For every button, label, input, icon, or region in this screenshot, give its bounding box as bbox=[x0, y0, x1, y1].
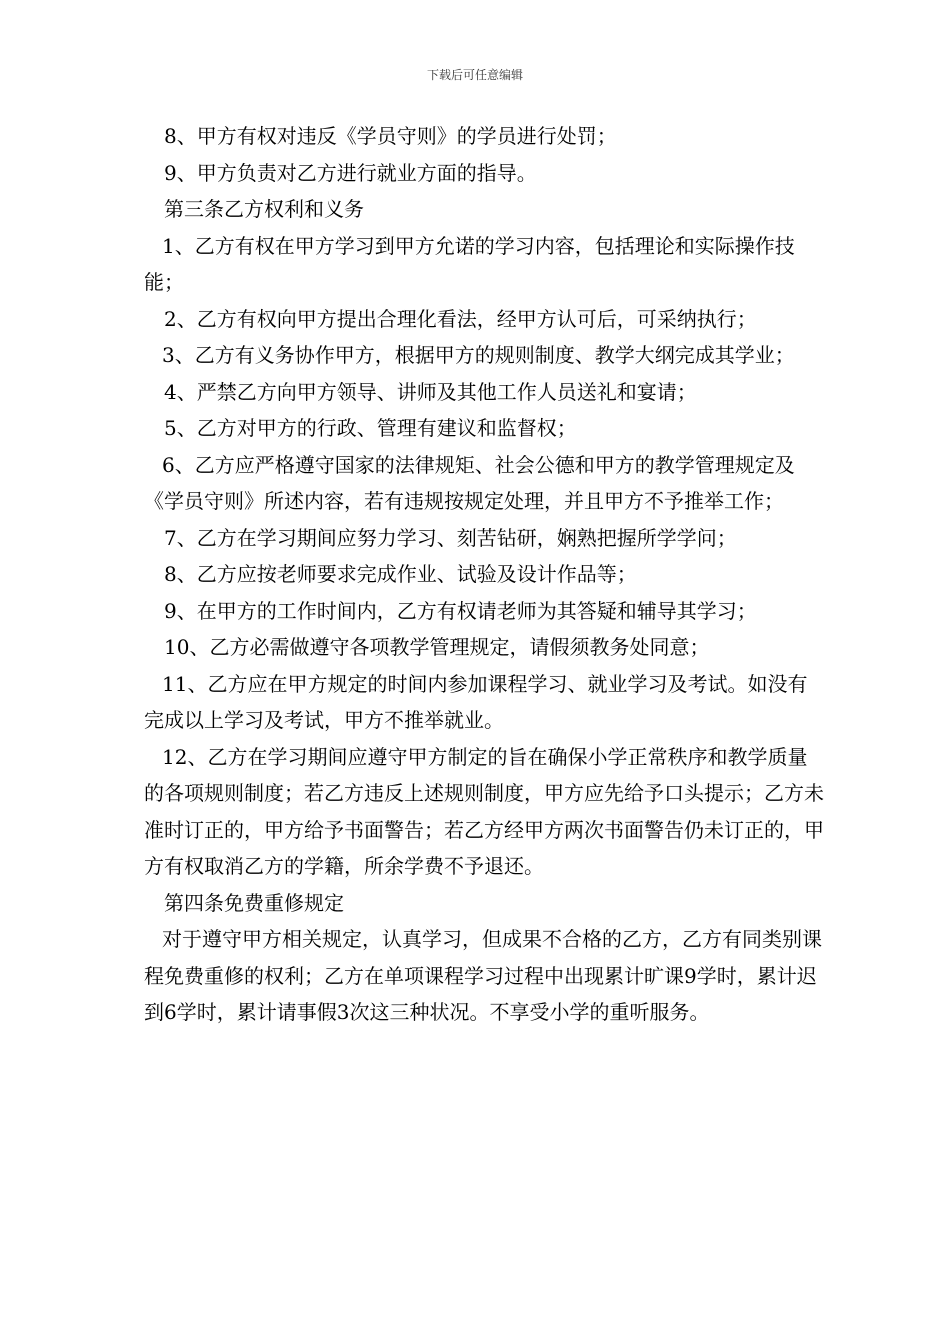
clause-paragraph: 8、甲方有权对违反《学员守则》的学员进行处罚； bbox=[164, 124, 617, 148]
clause-paragraph: 9、在甲方的工作时间内，乙方有权请老师为其答疑和辅导其学习； bbox=[164, 598, 757, 623]
clause-paragraph: 5、乙方对甲方的行政、管理有建议和监督权； bbox=[164, 416, 577, 440]
clause-paragraph: 7、乙方在学习期间应努力学习、刻苦钻研，娴熟把握所学学问； bbox=[164, 525, 737, 550]
section-heading: 第四条免费重修规定 bbox=[164, 890, 344, 915]
section-heading: 第三条乙方权利和义务 bbox=[164, 197, 364, 221]
clause-paragraph: 11、乙方应在甲方规定的时间内参加课程学习、就业学习及考试。如没有完成以上学习及考试，甲方不推举就业。 bbox=[144, 671, 808, 732]
clause-paragraph: 6、乙方应严格遵守国家的法律规矩、社会公德和甲方的教学管理规定及《学员守则》所述内容，若有违规按规定处理，并且甲方不予推举工作； bbox=[144, 452, 795, 513]
clause-paragraph: 3、乙方有义务协作甲方，根据甲方的规则制度、教学大纲完成其学业； bbox=[162, 343, 795, 367]
clause-paragraph: 8、乙方应按老师要求完成作业、试验及设计作品等； bbox=[164, 562, 637, 586]
document-body bbox=[144, 118, 824, 1031]
page-header-note: 下载后可任意编辑 bbox=[426, 68, 523, 82]
clause-paragraph: 2、乙方有权向甲方提出合理化看法，经甲方认可后，可采纳执行； bbox=[164, 306, 757, 331]
clause-paragraph: 1、乙方有权在甲方学习到甲方允诺的学习内容，包括理论和实际操作技能； bbox=[144, 233, 795, 294]
clause-paragraph: 对于遵守甲方相关规定，认真学习，但成果不合格的乙方，乙方有同类别课程免费重修的权利；乙方在单项课程学习过程中出现累计旷课9学时，累计迟到6学时，累计请事假3次这三种状况。不享受小学的重听服务。 bbox=[144, 927, 822, 1024]
clause-paragraph: 4、严禁乙方向甲方领导、讲师及其他工作人员送礼和宴请； bbox=[164, 379, 697, 404]
clause-paragraph: 9、甲方负责对乙方进行就业方面的指导。 bbox=[164, 160, 537, 185]
clause-paragraph: 10、乙方必需做遵守各项教学管理规定，请假须教务处同意； bbox=[164, 635, 710, 659]
clause-paragraph: 12、乙方在学习期间应遵守甲方制定的旨在确保小学正常秩序和教学质量的各项规则制度；若乙方违反上述规则制度，甲方应先给予口头提示；乙方未准时订正的，甲方给予书面警告；若乙方经甲方两次书面警告仍未订正的，甲方有权取消乙方的学籍，所余学费不予退还。 bbox=[144, 744, 824, 878]
